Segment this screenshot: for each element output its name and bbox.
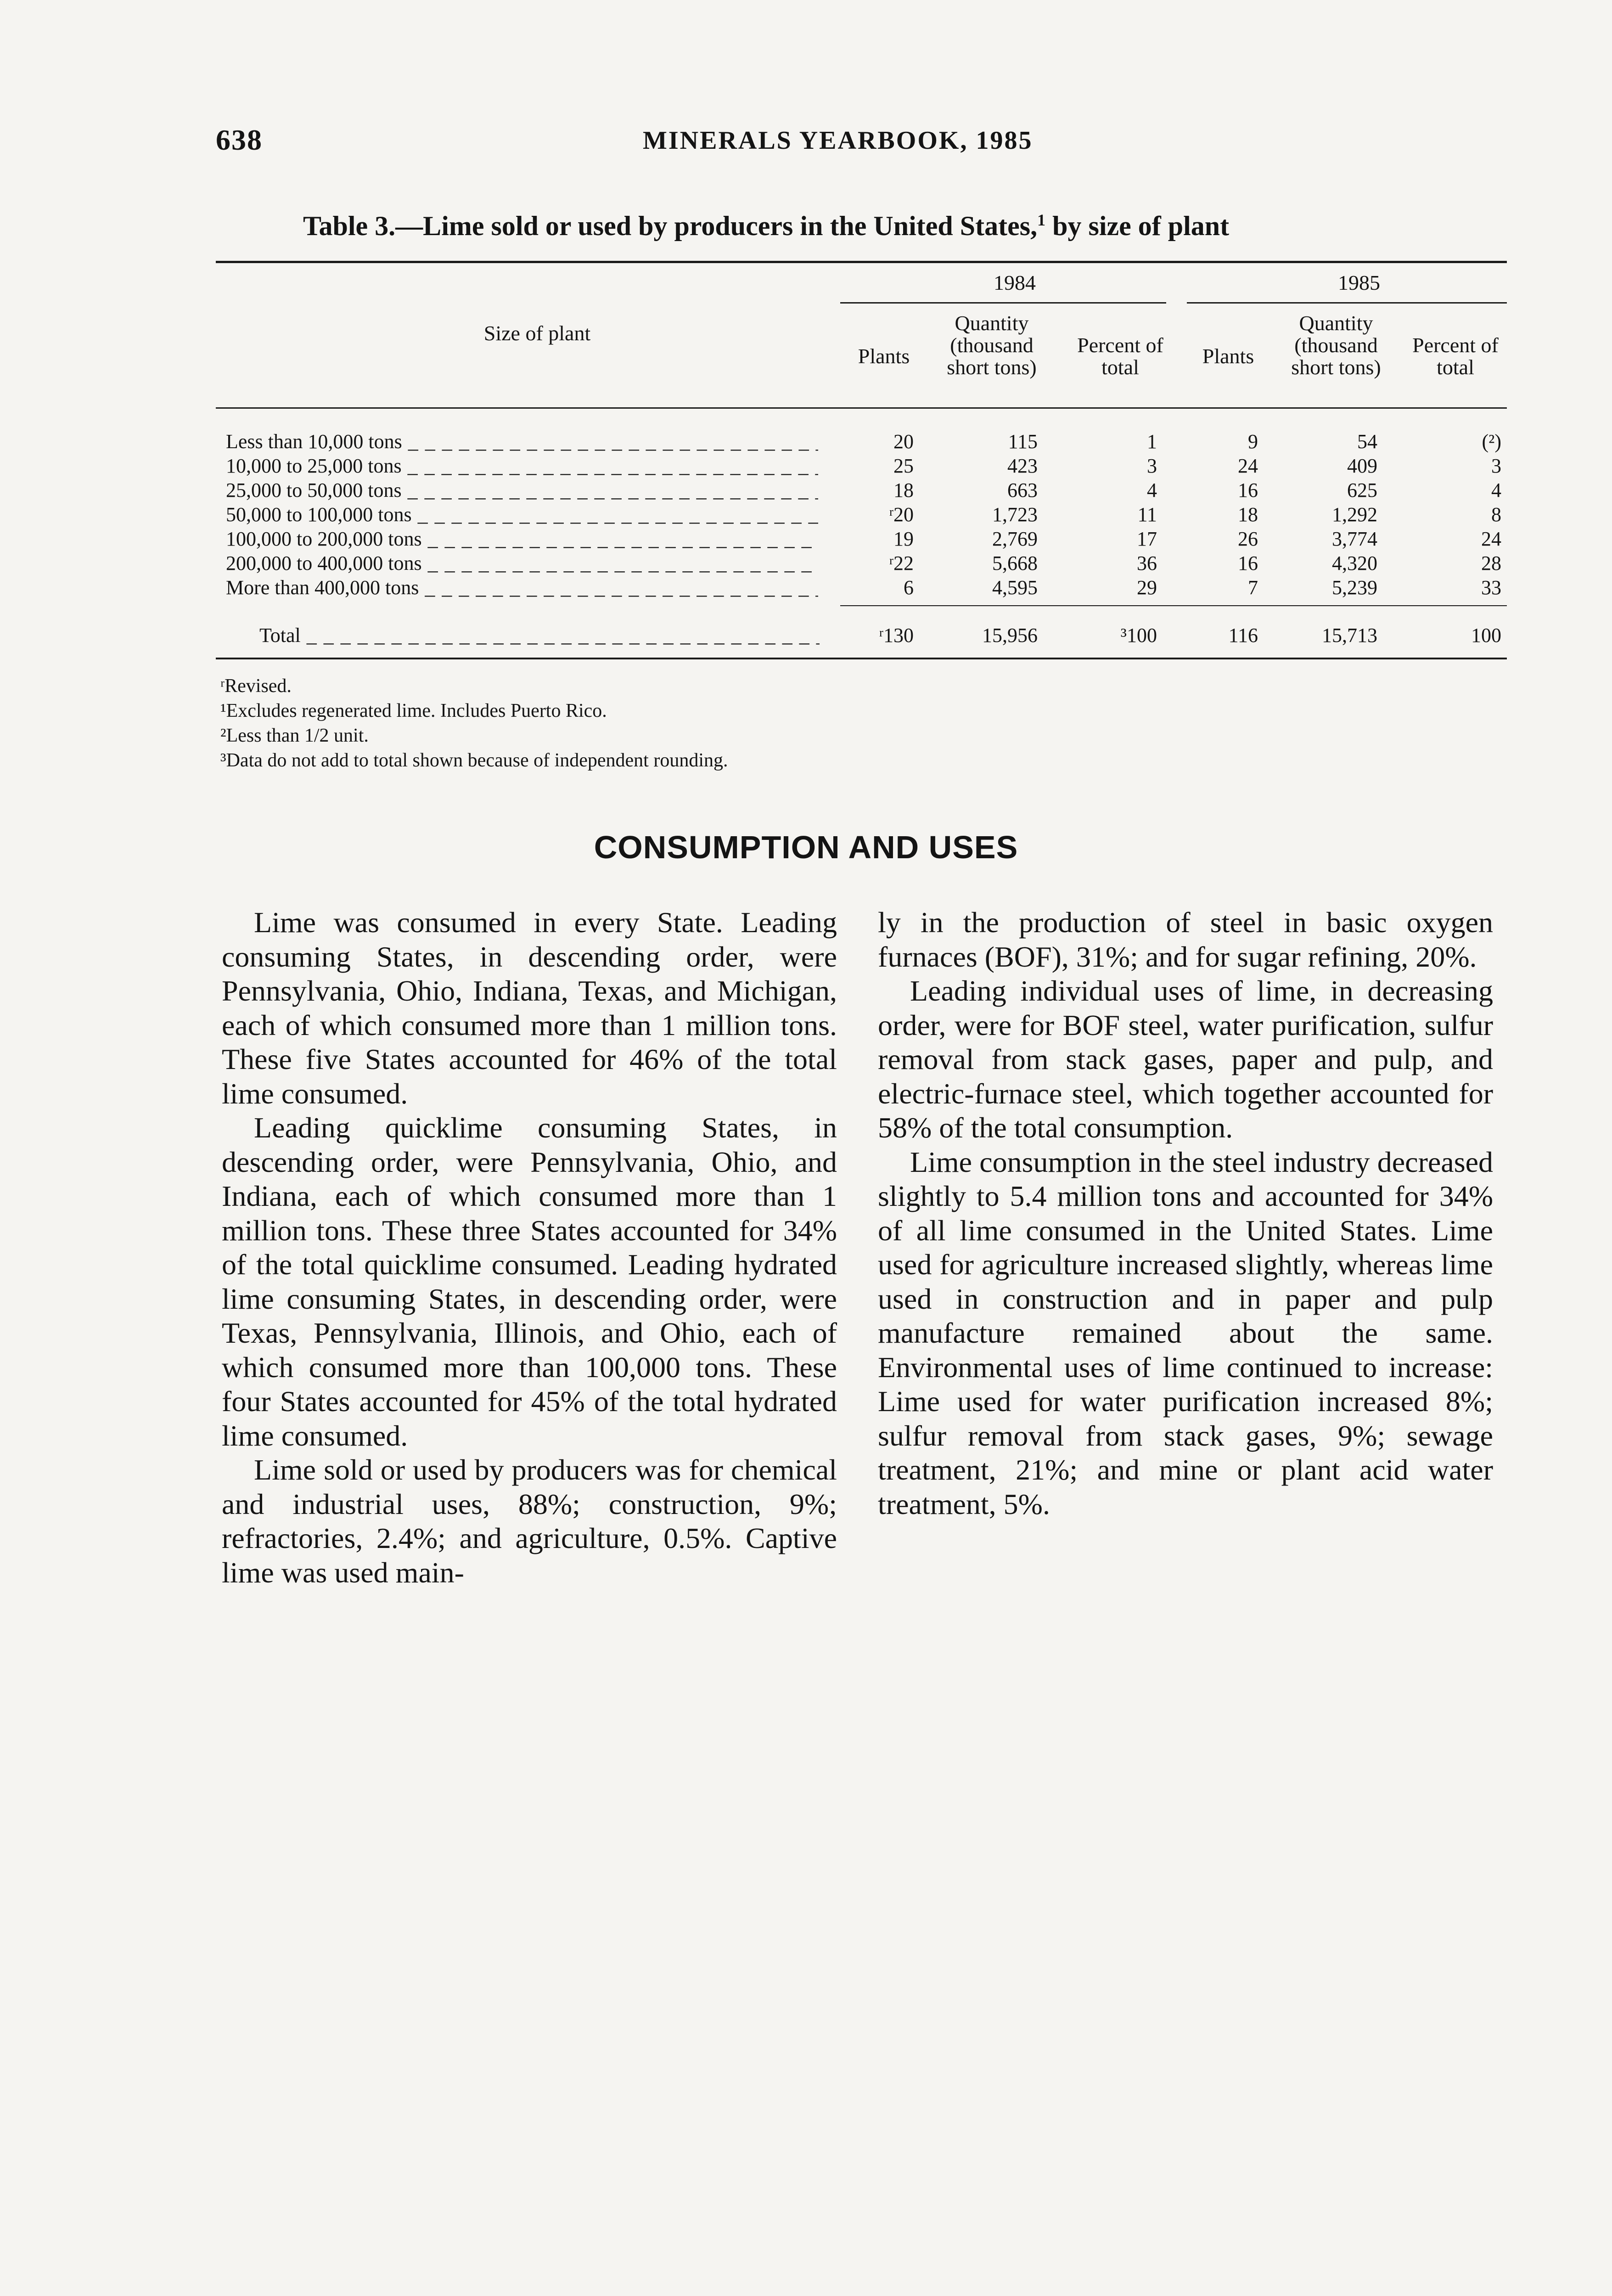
page-number: 638 xyxy=(216,124,263,156)
percent-1984: 3 xyxy=(1147,455,1157,477)
row-label: Less than 10,000 tons _ _ _ xyxy=(226,430,818,454)
plants-1985: 16 xyxy=(1238,552,1258,574)
quantity-1984: 2,769 xyxy=(992,528,1038,550)
quantity-1985: 625 xyxy=(1347,479,1377,501)
footnote-revised: ʳRevised. xyxy=(220,675,292,697)
percent-1984: 17 xyxy=(1137,528,1157,550)
total-percent-1984: ³100 xyxy=(1120,624,1157,647)
plants-1985-header: Plants xyxy=(1202,344,1254,368)
footnote-2: ²Less than 1/2 unit. xyxy=(220,725,369,746)
year-1985-rule xyxy=(1187,302,1507,304)
percent-1985-header: Percent of total xyxy=(1412,333,1499,379)
total-quantity-1984: 15,956 xyxy=(982,624,1038,647)
percent-1985: 3 xyxy=(1491,455,1501,477)
percent-1984: 11 xyxy=(1137,503,1157,526)
plants-1984: 20 xyxy=(893,430,914,453)
year-1985-header: 1985 xyxy=(1338,271,1380,294)
left-column xyxy=(222,906,837,1590)
quantity-1984: 5,668 xyxy=(992,552,1038,574)
plants-1985: 9 xyxy=(1248,430,1258,453)
total-plants-1984: ʳ130 xyxy=(879,624,914,647)
paragraph: ly in the production of steel in basic oxygen furnaces (BOF), 31%; and for sugar refining, 20%. xyxy=(878,906,1493,973)
quantity-1985-header: Quantity (thousand short tons) xyxy=(1291,311,1381,379)
row-label: 25,000 to 50,000 tons _ _ _ xyxy=(226,478,818,502)
plants-1985: 24 xyxy=(1238,455,1258,477)
paragraph: Leading individual uses of lime, in decreasing order, were for BOF steel, water purification, sulfur removal from stack gases, paper and pulp, and electric-furnace steel, which together accounted for 58% of the total consumption. xyxy=(878,974,1493,1144)
running-head xyxy=(216,123,1547,160)
row-label: 100,000 to 200,000 tons _ _ _ xyxy=(226,527,818,551)
quantity-1984: 1,723 xyxy=(992,503,1038,526)
right-column xyxy=(878,906,1493,1521)
percent-1984: 36 xyxy=(1137,552,1157,574)
running-title: MINERALS YEARBOOK, 1985 xyxy=(643,126,1033,155)
plants-1984: ʳ22 xyxy=(889,552,914,574)
total-percent-1985: 100 xyxy=(1471,624,1501,647)
plants-1984: ʳ20 xyxy=(889,503,914,526)
total-label: Total _ _ _ xyxy=(259,624,820,647)
stub-header: Size of plant xyxy=(483,321,591,345)
plants-1985: 26 xyxy=(1238,528,1258,550)
percent-1984: 4 xyxy=(1147,479,1157,501)
table-top-rule xyxy=(216,261,1507,263)
percent-1985: 33 xyxy=(1481,576,1501,599)
quantity-1984: 115 xyxy=(1008,430,1038,453)
plants-1985: 16 xyxy=(1238,479,1258,501)
paragraph: Leading quicklime consuming States, in descending order, were Pennsylvania, Ohio, and Indiana, each of which consumed more than 1 million tons. These three States accounted for 34% of the total quicklime consumed. Leading hydrated lime consuming States, in descending order, were Texas, Pennsylvania, Illinois, and Ohio, each of which consumed more than 100,000 tons. These four States accounted for 45% of the total hydrated lime consumed. xyxy=(222,1111,837,1452)
quantity-1985: 3,774 xyxy=(1332,528,1377,550)
quantity-1985: 1,292 xyxy=(1332,503,1377,526)
percent-1985: 4 xyxy=(1491,479,1501,501)
section-heading: CONSUMPTION AND USES xyxy=(594,829,1018,865)
total-plants-1985: 116 xyxy=(1228,624,1258,647)
footnote-3: ³Data do not add to total shown because of independent rounding. xyxy=(220,750,728,771)
total-quantity-1985: 15,713 xyxy=(1322,624,1377,647)
percent-1984: 29 xyxy=(1137,576,1157,599)
row-label: More than 400,000 tons _ _ _ xyxy=(226,576,818,600)
percent-1985: 24 xyxy=(1481,528,1501,550)
plants-1984-header: Plants xyxy=(858,344,910,368)
plants-1984: 6 xyxy=(904,576,914,599)
row-label: 50,000 to 100,000 tons _ _ _ xyxy=(226,503,818,527)
year-1984-header: 1984 xyxy=(994,271,1036,294)
percent-1985: 28 xyxy=(1481,552,1501,574)
table-bottom-rule xyxy=(216,658,1507,659)
paragraph: Lime consumption in the steel industry decreased slightly to 5.4 million tons and accounted for 34% of all lime consumed in the United States. Lime used for agriculture increased slightly, whereas lime used in construction and in paper and pulp manufacture remained about the same. Environmental uses of lime continued to increase: Lime used for water purification increased 8%; sulfur removal from stack gases, 9%; sewage treatment, 21%; and mine or plant acid water treatment, 5%. xyxy=(878,1145,1493,1520)
percent-1985: 8 xyxy=(1491,503,1501,526)
quantity-1984: 4,595 xyxy=(992,576,1038,599)
table-title: Table 3.—Lime sold or used by producers in the United States,$^1$ by size of plant xyxy=(303,211,1230,241)
row-label: 200,000 to 400,000 tons _ _ _ xyxy=(226,551,818,575)
paragraph: Lime was consumed in every State. Leading consuming States, in descending order, were Pennsylvania, Ohio, Indiana, Texas, and Michigan, each of which consumed more than 1 million tons. These five States accounted for 46% of the total lime consumed. xyxy=(222,906,837,1110)
header-bottom-rule xyxy=(216,407,1507,409)
quantity-1985: 54 xyxy=(1357,430,1377,453)
percent-1985: (²) xyxy=(1482,430,1501,453)
quantity-1985: 409 xyxy=(1347,455,1377,477)
quantity-1984: 663 xyxy=(1007,479,1038,501)
row-label: 10,000 to 25,000 tons _ _ _ xyxy=(226,454,818,478)
plants-1984: 18 xyxy=(893,479,914,501)
quantity-1985: 4,320 xyxy=(1332,552,1377,574)
plants-1985: 7 xyxy=(1248,576,1258,599)
plants-1984: 25 xyxy=(893,455,914,477)
footnote-1: ¹Excludes regenerated lime. Includes Puerto Rico. xyxy=(220,700,607,721)
quantity-1985: 5,239 xyxy=(1332,576,1377,599)
paragraph: Lime sold or used by producers was for chemical and industrial uses, 88%; construction, 9%; refractories, 2.4%; and agriculture, 0.5%. Captive lime was used main- xyxy=(222,1453,837,1589)
quantity-1984: 423 xyxy=(1007,455,1038,477)
percent-1984-header: Percent of total xyxy=(1077,333,1163,379)
year-1984-rule xyxy=(840,302,1166,304)
quantity-1984-header: Quantity (thousand short tons) xyxy=(947,311,1037,379)
plants-1985: 18 xyxy=(1238,503,1258,526)
plants-1984: 19 xyxy=(893,528,914,550)
total-rule xyxy=(840,605,1507,606)
percent-1984: 1 xyxy=(1147,430,1157,453)
